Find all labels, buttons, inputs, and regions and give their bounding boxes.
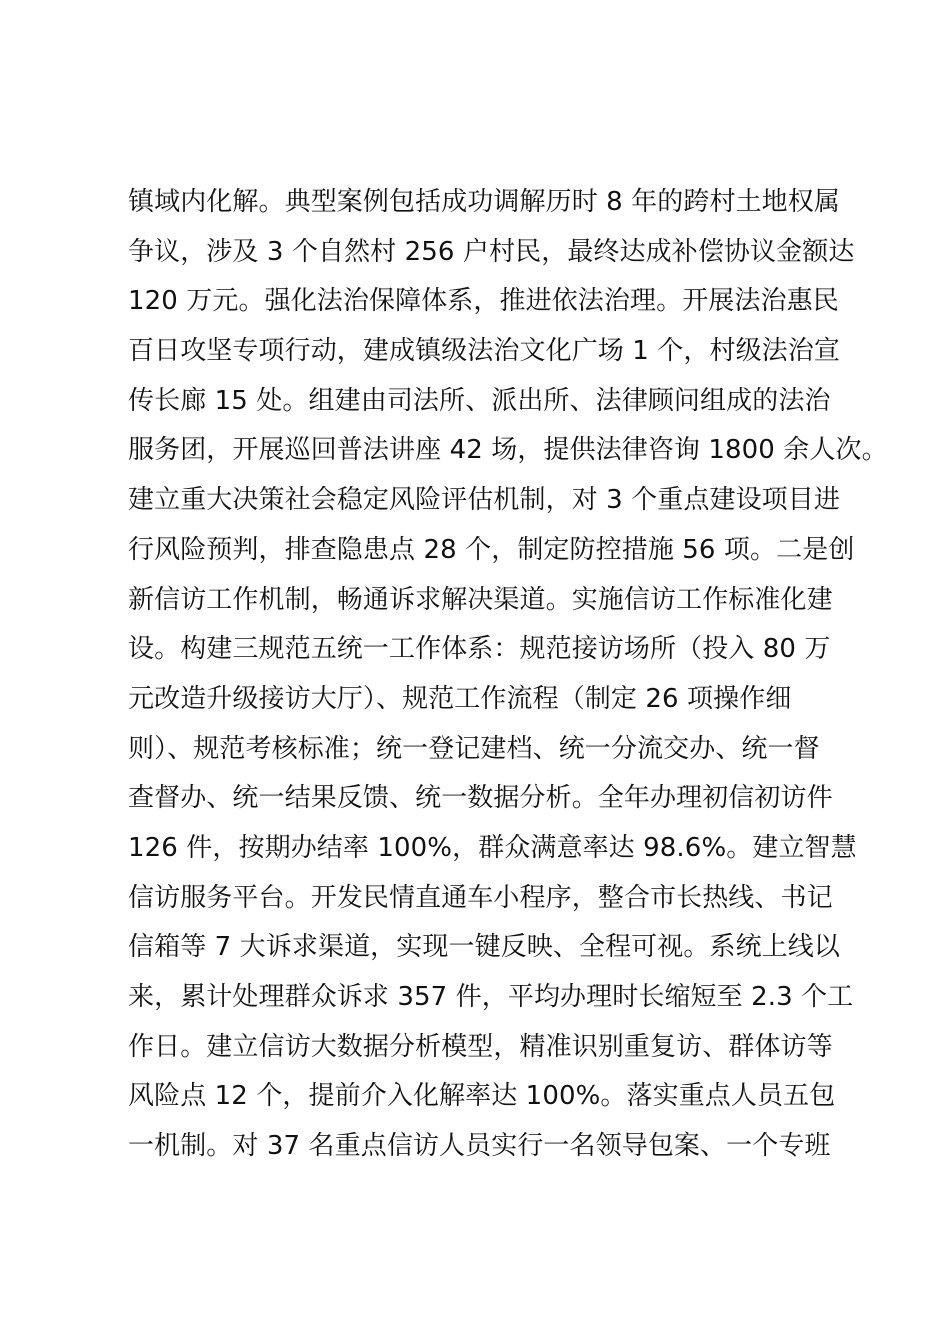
text-line: 作日。建立信访大数据分析模型，精准识别重复访、群体访等 (128, 1031, 833, 1062)
text-line: 信访服务平台。开发民情直通车小程序，整合市长热线、书记 (128, 882, 833, 913)
text-line: 设。构建三规范五统一工作体系：规范接访场所（投入 80 万 (128, 634, 831, 665)
text-line: 新信访工作机制，畅通诉求解决渠道。实施信访工作标准化建 (128, 584, 833, 615)
text-line: 126 件，按期办结率 100%，群众满意率达 98.6%。建立智慧 (128, 832, 857, 863)
text-line: 风险点 12 个，提前介入化解率达 100%。落实重点人员五包 (128, 1081, 836, 1112)
text-line: 行风险预判，排查隐患点 28 个，制定防控措施 56 项。二是创 (128, 534, 855, 565)
text-line: 服务团，开展巡回普法讲座 42 场，提供法律咨询 1800 余人次。 (128, 435, 888, 466)
text-line: 百日攻坚专项行动，建成镇级法治文化广场 1 个，村级法治宣 (128, 336, 840, 367)
text-line: 查督办、统一结果反馈、统一数据分析。全年办理初信初访件 (128, 783, 833, 814)
text-line: 争议，涉及 3 个自然村 256 户村民，最终达成补偿协议金额达 (128, 236, 855, 267)
text-line: 来，累计处理群众诉求 357 件，平均办理时长缩短至 2.3 个工 (128, 982, 854, 1012)
text-line: 一机制。对 37 名重点信访人员实行一名领导包案、一个专班 (128, 1131, 831, 1162)
text-line: 传长廊 15 处。组建由司法所、派出所、法律顾问组成的法治 (128, 385, 831, 416)
text-line: 120 万元。强化法治保障体系，推进依法治理。开展法治惠民 (128, 286, 839, 317)
text-line: 元改造升级接访大厅）、规范工作流程（制定 26 项操作细 (128, 683, 792, 714)
text-line: 则）、规范考核标准；统一登记建档、统一分流交办、统一督 (128, 733, 820, 764)
text-line: 信箱等 7 大诉求渠道，实现一键反映、全程可视。系统上线以 (128, 932, 840, 963)
text-line: 镇域内化解。典型案例包括成功调解历时 8 年的跨村土地权属 (128, 187, 840, 217)
text-line: 建立重大决策社会稳定风险评估机制，对 3 个重点建设项目进 (128, 485, 840, 516)
body-paragraph (128, 178, 888, 1172)
